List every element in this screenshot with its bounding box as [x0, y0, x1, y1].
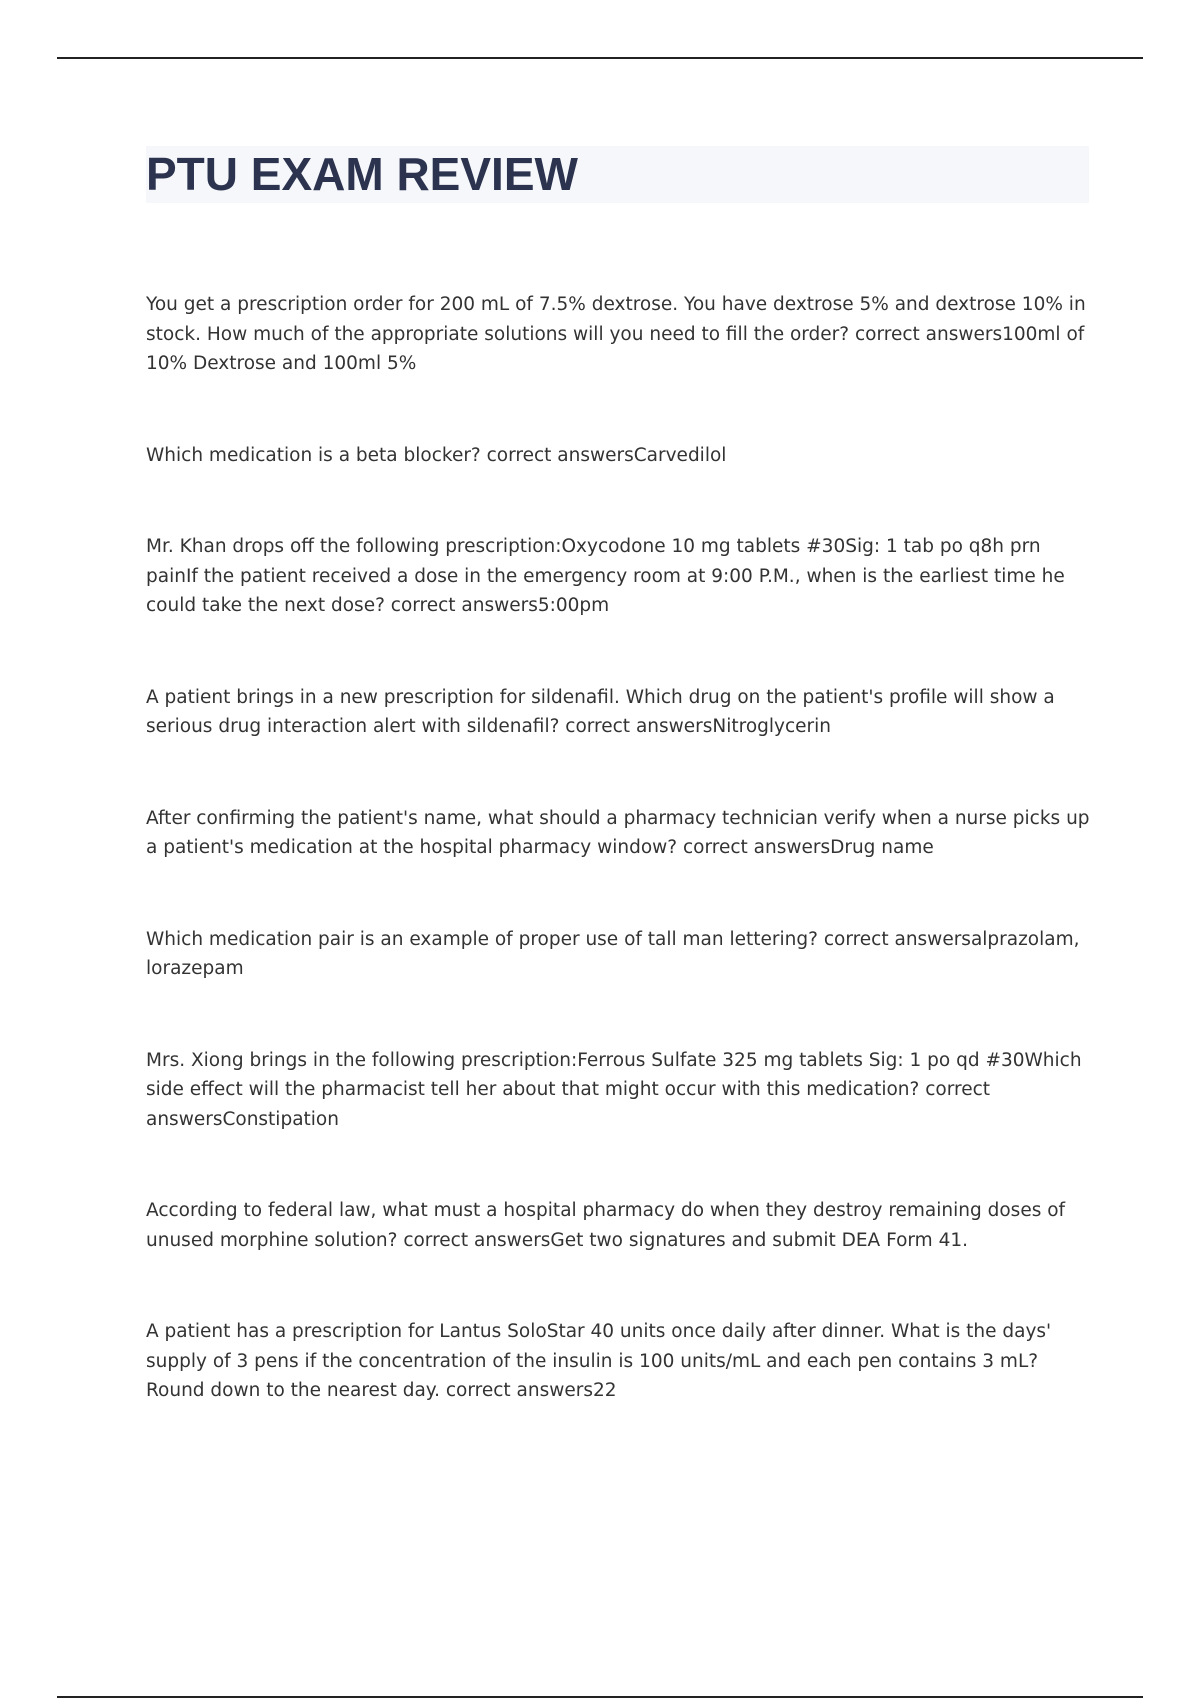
- question-item: After confirming the patient's name, what should a pharmacy technician verify when a nurse picks up a patient's medication at the hospital pharmacy window? correct answersDrug name: [146, 807, 1090, 858]
- question-item: You get a prescription order for 200 mL of 7.5% dextrose. You have dextrose 5% and dextrose 10% in stock. How much of the appropriate solutions will you need to fill the order? correct answers100ml of 10% Dextrose and 100ml 5%: [146, 294, 1086, 374]
- page-title: PTU EXAM REVIEW: [146, 148, 578, 200]
- question-item: A patient brings in a new prescription for sildenafil. Which drug on the patient's profile will show a serious drug interaction alert with sildenafil? correct answersNitroglycerin: [146, 686, 1055, 737]
- question-item: Mr. Khan drops off the following prescription:Oxycodone 10 mg tablets #30Sig: 1 tab po q8h prn painIf the patient received a dose in the emergency room at 9:00 P.M., when is the earliest time he could take the next dose? correct answers5:00pm: [146, 536, 1065, 616]
- question-item: Which medication pair is an example of proper use of tall man lettering? correct answersalprazolam, lorazepam: [146, 928, 1080, 979]
- question-item: Mrs. Xiong brings in the following prescription:Ferrous Sulfate 325 mg tablets Sig: 1 po qd #30Which side effect will the pharmacist tell her about that might occur with this medication? correct answersConstipation: [146, 1049, 1082, 1130]
- question-item: Which medication is a beta blocker? correct answersCarvedilol: [146, 444, 727, 466]
- question-item: A patient has a prescription for Lantus SoloStar 40 units once daily after dinner. What is the days' supply of 3 pens if the concentration of the insulin is 100 units/mL and each pen contains 3 mL? Round down to the nearest day. correct answers22: [146, 1321, 1052, 1401]
- question-list: [146, 290, 1091, 1406]
- footer-rule: [57, 1696, 1143, 1698]
- header-rule: [57, 57, 1143, 59]
- question-item: According to federal law, what must a hospital pharmacy do when they destroy remaining doses of unused morphine solution? correct answersGet two signatures and submit DEA Form 41.: [146, 1200, 1066, 1251]
